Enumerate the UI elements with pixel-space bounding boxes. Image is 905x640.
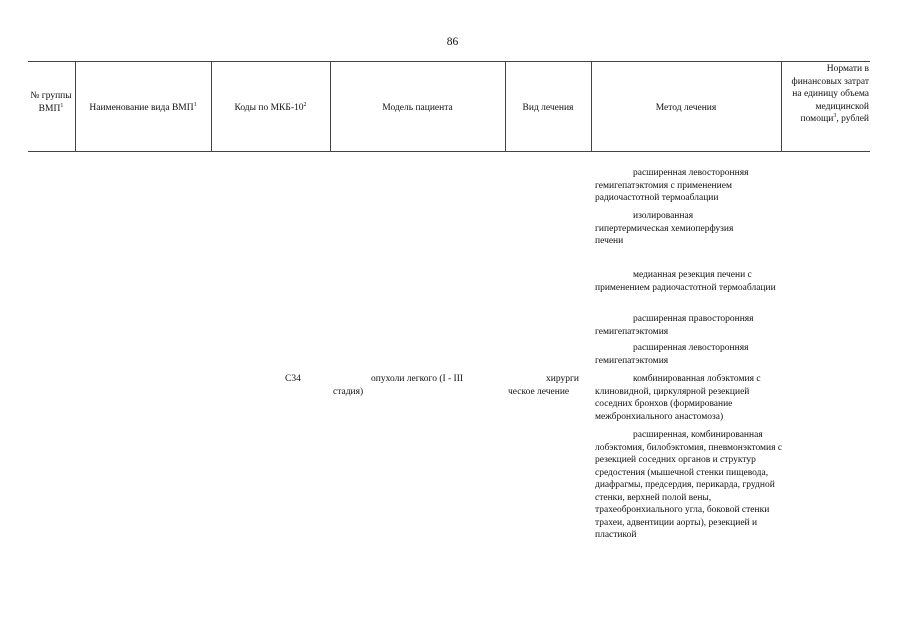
column-divider: [505, 61, 506, 152]
header-cost-norm-unit: , рублей: [836, 114, 869, 124]
column-divider: [75, 61, 76, 152]
header-vmp-name-label: Наименование вида ВМП: [89, 103, 194, 113]
method-item: комбинированная лобэктомия с клиновидной, циркулярной резекцией соседних бронхов (формирование межбронхиального анастомоза): [595, 374, 761, 422]
column-divider: [330, 61, 331, 152]
mkb-code-cell: C34: [285, 374, 301, 384]
header-treatment-method: Метод лечения: [655, 103, 717, 113]
patient-model-cell: опухоли легкого (I - III стадия): [333, 374, 464, 397]
footnote-ref: 1: [193, 101, 197, 108]
footnote-ref: 1: [60, 102, 64, 109]
method-item: медианная резекция печени с применением радиочастотной термоаблации: [595, 270, 776, 293]
header-mkb-codes-label: Коды по МКБ-10: [234, 103, 304, 113]
column-divider: [591, 61, 592, 152]
header-vmp-name: [77, 102, 209, 115]
footnote-ref: 2: [303, 101, 307, 108]
footnote-ref: 3: [833, 112, 837, 119]
treatment-type-cell: хирурги ческое лечение: [508, 374, 579, 397]
header-cost-norm-label: Нормати в финансовых затрат на единицу объема медицинской помощи: [791, 64, 869, 124]
method-item: изолированная гипертермическая хемиоперфузия печени: [595, 211, 734, 246]
column-divider: [211, 61, 212, 152]
header-group-number: [30, 90, 72, 115]
page-number: 86: [446, 36, 459, 48]
header-group-number-label: № группы ВМП: [30, 91, 72, 114]
header-mkb-codes: [213, 102, 328, 115]
header-bottom-border: [28, 151, 870, 152]
method-item: расширенная правосторонняя гемигепатэктомия: [595, 314, 754, 337]
method-item: расширенная, комбинированная лобэктомия, билобэктомия, пневмонэктомия с резекцией соседних органов и структур средостения (мышечной стенки пищевода, диафрагмы, предсердия, перикарда, грудной стенки, верхней полой вены, трахеобронхиального угла, боковой стенки трахеи, адвентиции аорты), резекцией и пластикой: [595, 430, 783, 540]
table-top-border: [28, 61, 870, 62]
column-divider: [781, 61, 782, 152]
header-treatment-type: Вид лечения: [522, 103, 574, 113]
header-cost-norm: [783, 63, 869, 126]
method-item: расширенная левосторонняя гемигепатэктомия: [595, 343, 749, 366]
header-patient-model: Модель пациента: [382, 103, 453, 113]
method-item: расширенная левосторонняя гемигепатэктомия с применением радиочастотной термоаблации: [595, 168, 749, 203]
